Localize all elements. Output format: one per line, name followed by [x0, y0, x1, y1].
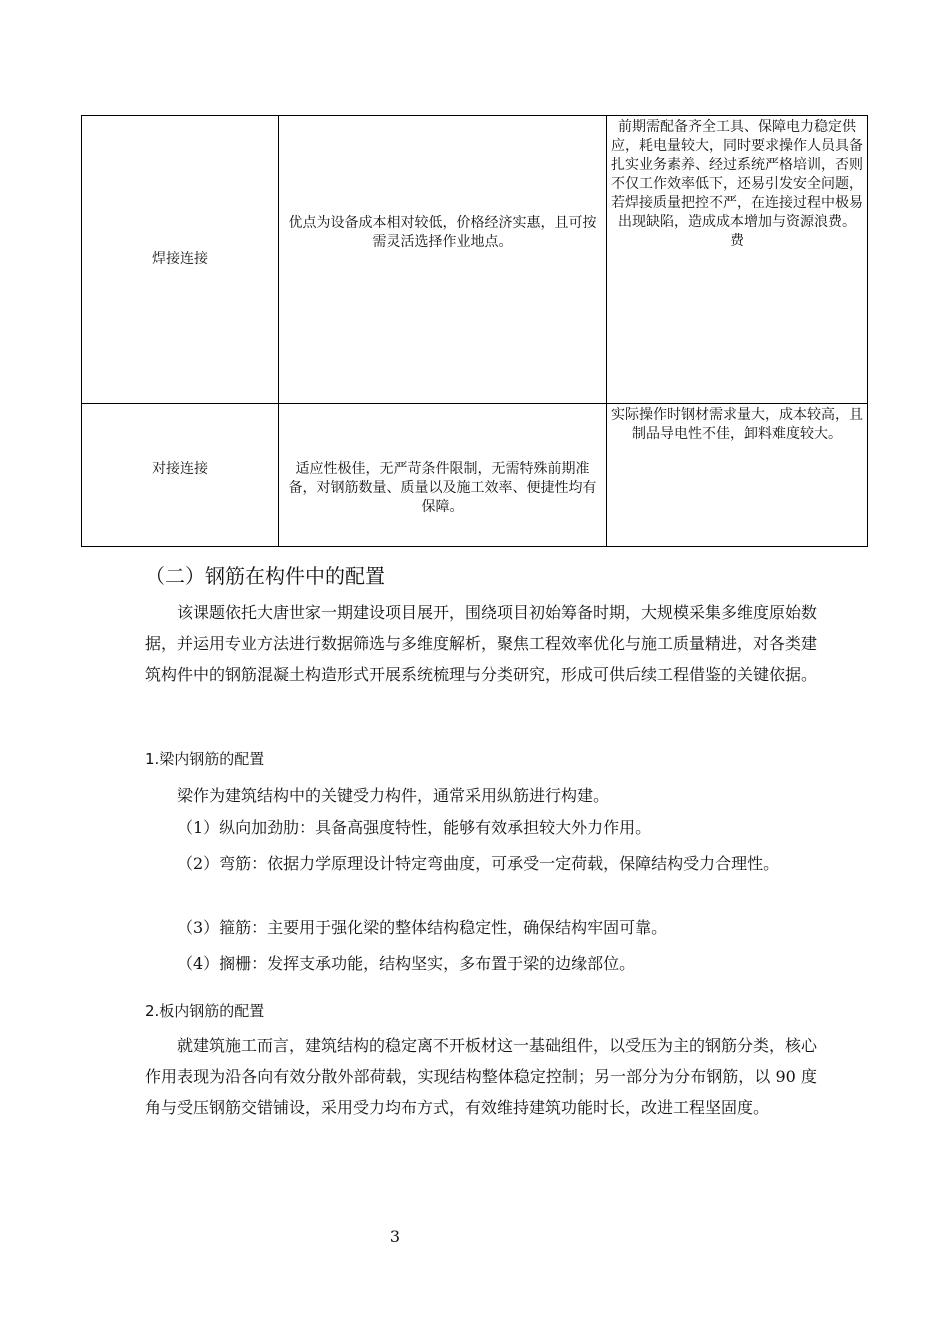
beam-item-4: （4）搁栅：发挥支承功能，结构坚实，多布置于梁的边缘部位。: [177, 954, 636, 973]
disadvantage-tail: 费: [730, 233, 744, 249]
advantage-text: 优点为设备成本相对较低，价格经济实惠，且可按需灵活选择作业地点。: [288, 215, 597, 250]
page-number: 3: [389, 1227, 401, 1246]
disadvantage-text: 前期需配备齐全工具、保障电力稳定供应，耗电量较大，同时要求操作人员具备扎实业务素养、经过系统严格培训，否则不仅工作效率低下，还易引发安全问题，若焊接质量把控不严，在连接过程中极易出现缺陷，造成成本增加与资源浪费。: [611, 119, 863, 230]
method-name-cell: [82, 116, 279, 403]
beam-item-2: （2）弯筋：依据力学原理设计特定弯曲度，可承受一定荷载，保障结构受力合理性。: [177, 854, 780, 873]
disadvantage-cell: [607, 404, 867, 546]
advantage-cell: [279, 116, 607, 403]
beam-item-1: （1）纵向加劲肋：具备高强度特性，能够有效承担较大外力作用。: [177, 818, 652, 837]
disadvantage-cell: [607, 116, 867, 403]
table-row: [82, 116, 867, 404]
section-intro-paragraph: 该课题依托大唐世家一期建设项目展开，围绕项目初始筹备时期，大规模采集多维度原始数据，并运用专业方法进行数据筛选与多维度解析，聚焦工程效率优化与施工质量精进，对各类建筑构件中的钢筋混凝土构造形式开展系统梳理与分类研究，形成可供后续工程借鉴的关键依据。: [145, 603, 818, 684]
method-name: 焊接连接: [152, 251, 208, 267]
advantage-cell: [279, 404, 607, 546]
slab-subheading: 2.板内钢筋的配置: [145, 1002, 265, 1020]
comparison-table: [81, 115, 868, 547]
section-heading: （二）钢筋在构件中的配置: [145, 564, 385, 588]
table-row: [82, 404, 867, 546]
advantage-text: 适应性极佳，无严苛条件限制，无需特殊前期准备，对钢筋数量、质量以及施工效率、便捷性均有保障。: [288, 461, 597, 515]
slab-paragraph: 就建筑施工而言，建筑结构的稳定离不开板材这一基础组件，以受压为主的钢筋分类，核心作用表现为沿各向有效分散外部荷载，实现结构整体稳定控制；另一部分为分布钢筋，以 90 度角与受压钢筋交错铺设，采用受力均布方式，有效维持建筑功能时长，改进工程坚固度。: [145, 1036, 818, 1117]
method-name-cell: [82, 404, 279, 546]
method-name: 对接连接: [152, 461, 208, 477]
disadvantage-text: 实际操作时钢材需求量大，成本较高，且制品导电性不佳，卸料难度较大。: [611, 407, 863, 442]
beam-item-3: （3）箍筋：主要用于强化梁的整体结构稳定性，确保结构牢固可靠。: [177, 918, 668, 937]
beam-subheading: 1.梁内钢筋的配置: [145, 750, 265, 768]
beam-intro-paragraph: 梁作为建筑结构中的关键受力构件，通常采用纵筋进行构建。: [177, 786, 610, 805]
